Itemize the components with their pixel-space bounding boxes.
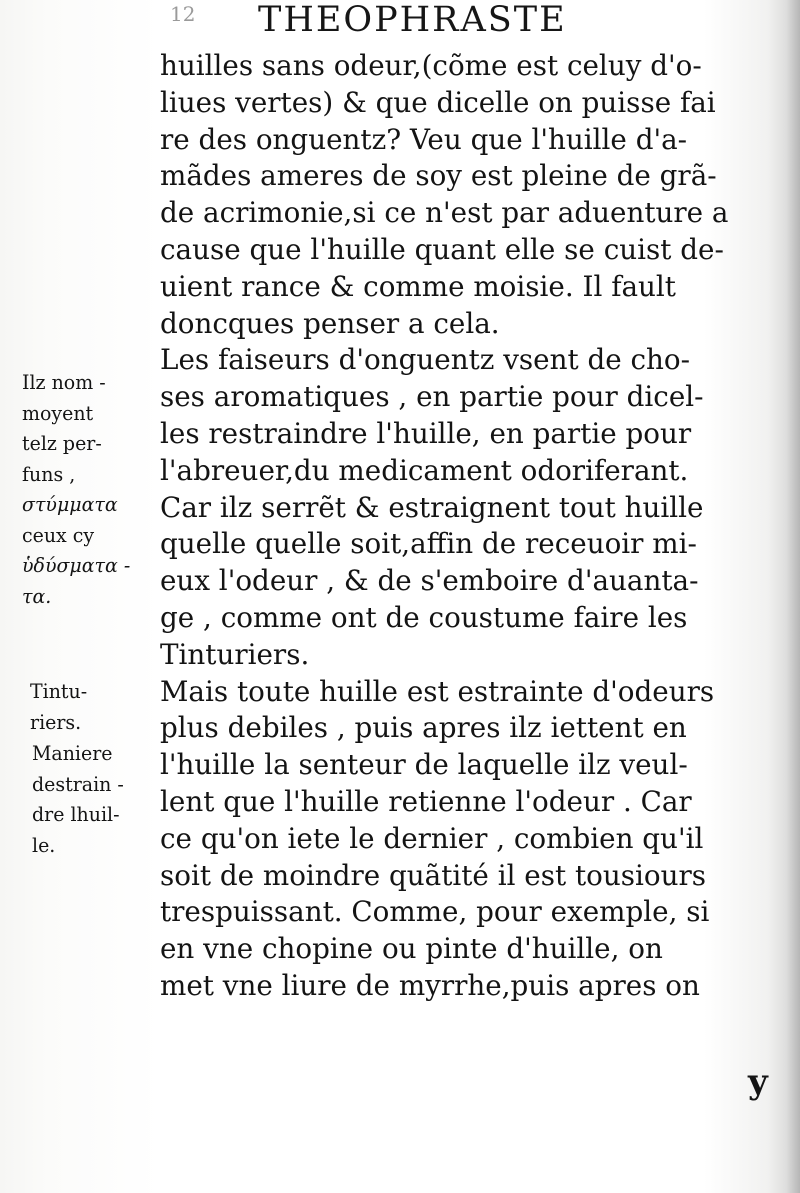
margin-note-line: moyent bbox=[22, 400, 94, 425]
page-edge-shadow bbox=[786, 0, 800, 1193]
text-line: doncques penser a cela. bbox=[160, 306, 500, 340]
margin-note-line: telz per- bbox=[22, 431, 102, 455]
text-line: soit de moindre quãtité il est tousiours bbox=[160, 858, 706, 892]
text-line: ce qu'on iete le dernier , combien qu'il bbox=[160, 821, 704, 855]
margin-note-line: Ilz nom - bbox=[22, 370, 106, 394]
text-line: l'huille la senteur de laquelle ilz veul- bbox=[160, 748, 688, 782]
margin-note-line: στύμματα bbox=[22, 492, 118, 516]
text-line: met vne liure de myrrhe,puis apres on bbox=[160, 968, 700, 1002]
main-text-block bbox=[160, 48, 770, 1005]
running-head: THEOPHRASTE bbox=[258, 0, 567, 40]
margin-note-line: ceux cy bbox=[22, 522, 95, 547]
page-number: 12 bbox=[170, 2, 196, 26]
margin-note-line: riers. bbox=[30, 709, 82, 734]
text-line: re des onguentz? Veu que l'huille d'a- bbox=[160, 122, 688, 156]
margin-note-line: ὑδύσματα - bbox=[22, 553, 131, 577]
margin-note-line: funs , bbox=[22, 461, 76, 486]
text-line: l'abreuer,du medicament odoriferant. bbox=[160, 453, 689, 487]
text-line: ses aromatiques , en partie pour dicel- bbox=[160, 380, 704, 414]
text-line: ge , comme ont de coustume faire les bbox=[160, 600, 688, 634]
text-line: mãdes ameres de soy est pleine de grã- bbox=[160, 159, 717, 193]
margin-note-line: dre lhuil- bbox=[32, 802, 120, 826]
text-line: eux l'odeur , & de s'emboire d'auanta- bbox=[160, 564, 699, 598]
text-line: cause que l'huille quant elle se cuist de- bbox=[160, 232, 724, 266]
margin-note-line: le. bbox=[32, 832, 56, 857]
text-line: huilles sans odeur,(cõme est celuy d'o- bbox=[160, 49, 702, 82]
text-line: plus debiles , puis apres ilz iettent en bbox=[160, 711, 687, 745]
margin-note-manner bbox=[32, 738, 167, 860]
text-line: les restraindre l'huille, en partie pour bbox=[160, 416, 692, 450]
text-line: trespuissant. Comme, pour exemple, si bbox=[160, 895, 710, 929]
text-line: uient rance & comme moisie. Il fault bbox=[160, 269, 676, 303]
margin-note-line: Maniere bbox=[32, 741, 113, 765]
text-line: Car ilz serrẽt & estraignent tout huille bbox=[160, 490, 704, 524]
text-line: de acrimonie,si ce n'est par aduenture a bbox=[160, 196, 729, 230]
margin-note-line: Tintu- bbox=[30, 679, 88, 703]
text-line: lent que l'huille retienne l'odeur . Car bbox=[160, 784, 692, 818]
text-line: en vne chopine ou pinte d'huille, on bbox=[160, 932, 663, 966]
text-line: liues vertes) & que dicelle on puisse fai bbox=[160, 85, 716, 119]
text-line: quelle quelle soit,affin de receuoir mi- bbox=[160, 527, 697, 561]
text-line: Tinturiers. bbox=[160, 637, 310, 671]
margin-note-names bbox=[22, 367, 157, 611]
text-line: Les faiseurs d'onguentz vsent de cho- bbox=[160, 343, 691, 377]
margin-note-line: τα. bbox=[22, 583, 52, 608]
catchword: y bbox=[748, 1062, 768, 1102]
margin-note-line: destrain - bbox=[32, 771, 124, 796]
margin-note-tinturiers bbox=[30, 676, 165, 737]
text-line: Mais toute huille est estrainte d'odeurs bbox=[160, 674, 715, 708]
